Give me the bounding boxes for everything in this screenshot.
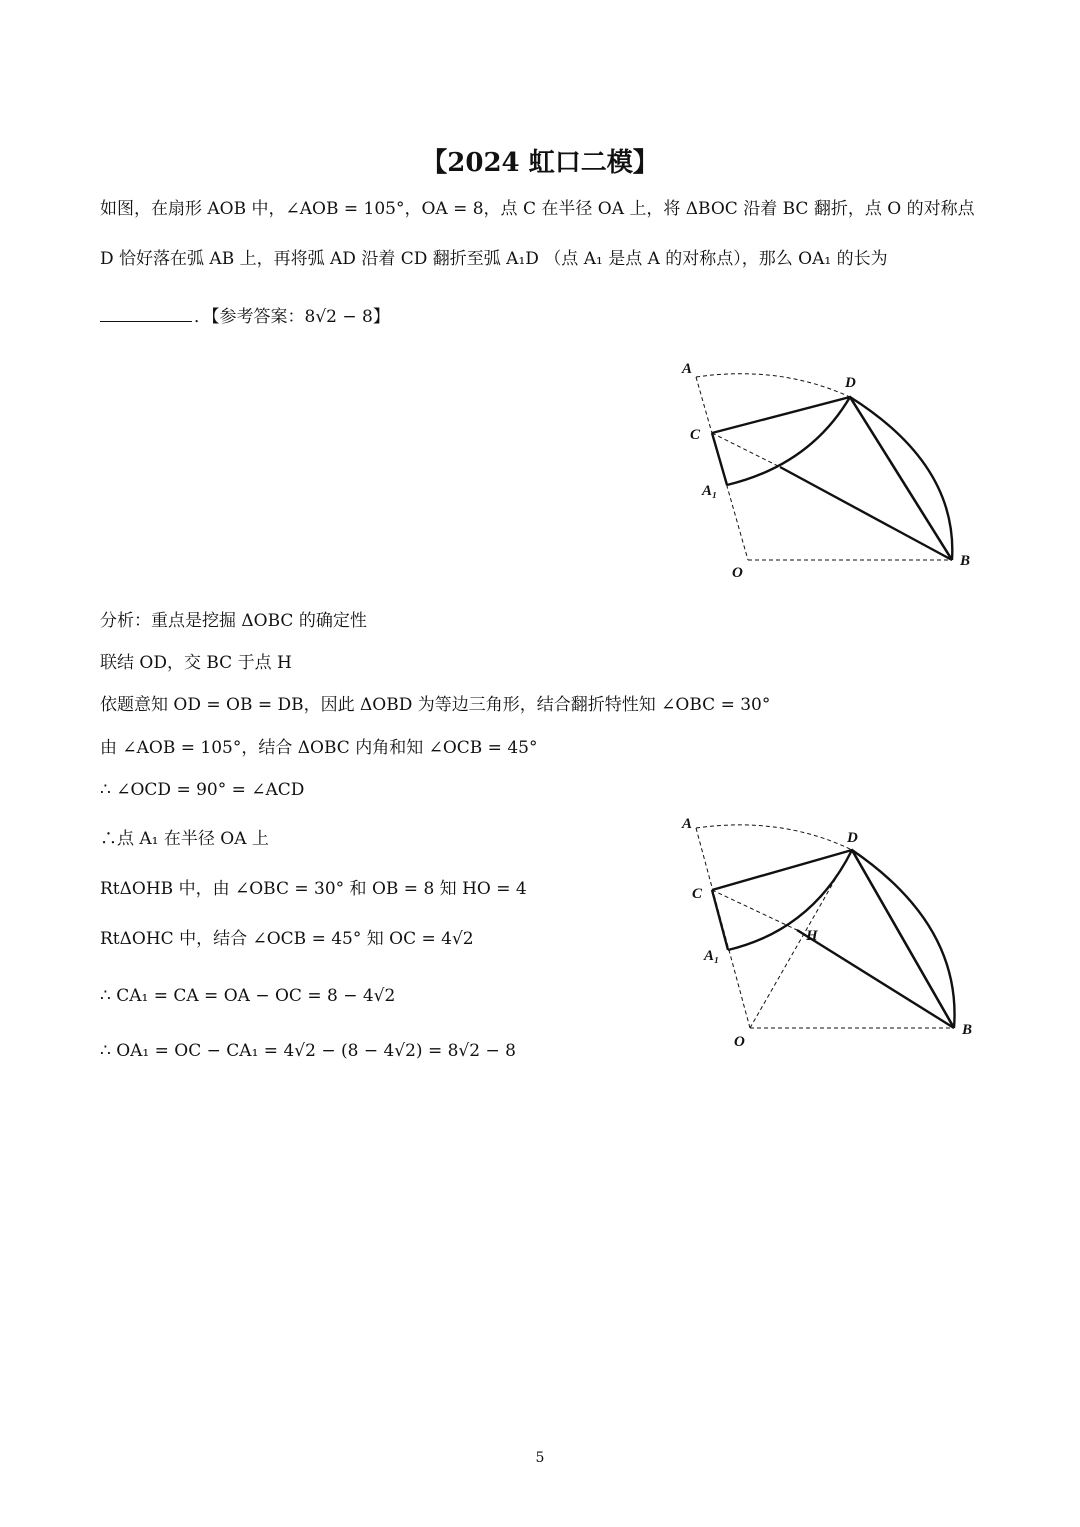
label-A1: A₁ [704, 948, 720, 964]
label-O: O [734, 1034, 745, 1050]
analysis-line-6: ∴点 A₁ 在半径 OA 上 [100, 829, 269, 849]
label-A: A [682, 816, 693, 832]
label-B: B [960, 553, 971, 569]
answer-blank [100, 305, 192, 322]
problem-line-2: D 恰好落在弧 AB 上，再将弧 AD 沿着 CD 翻折至弧 A₁D （点 A₁ 是点 A 的对称点），那么 OA₁ 的长为 [100, 249, 888, 269]
analysis-line-8: RtΔOHC 中，结合 ∠OCB = 45° 知 OC = 4√2 [100, 929, 474, 949]
figure-1-diagram [670, 355, 990, 585]
label-A: A [682, 361, 693, 377]
analysis-line-5: ∴ ∠OCD = 90° = ∠ACD [100, 780, 305, 800]
label-A1: A₁ [702, 483, 718, 499]
analysis-line-10: ∴ OA₁ = OC − CA₁ = 4√2 − (8 − 4√2) = 8√2 − 8 [100, 1041, 516, 1061]
label-H: H [806, 928, 818, 944]
label-C: C [692, 886, 703, 902]
problem-line-1: 如图，在扇形 AOB 中，∠AOB = 105°，OA = 8，点 C 在半径 OA 上，将 ΔBOC 沿着 BC 翻折，点 O 的对称点 [100, 199, 975, 219]
analysis-line-9: ∴ CA₁ = CA = OA − OC = 8 − 4√2 [100, 986, 396, 1006]
label-D: D [845, 375, 856, 391]
analysis-line-2: 联结 OD，交 BC 于点 H [100, 653, 292, 673]
analysis-line-3: 依题意知 OD = OB = DB，因此 ΔOBD 为等边三角形，结合翻折特性知 ∠OBC = 30° [100, 695, 771, 715]
label-B: B [962, 1022, 973, 1038]
analysis-line-4: 由 ∠AOB = 105°，结合 ΔOBC 内角和知 ∠OCB = 45° [100, 738, 538, 758]
reference-answer: ．【参考答案：8√2 − 8】 [194, 307, 390, 327]
page-title: 【2024 虹口二模】 [421, 148, 659, 178]
analysis-line-1: 分析：重点是挖掘 ΔOBC 的确定性 [100, 611, 367, 631]
label-O: O [732, 565, 743, 581]
page-number: 5 [535, 1450, 545, 1466]
label-C: C [690, 427, 701, 443]
label-D: D [847, 830, 858, 846]
figure-2-diagram [672, 810, 992, 1050]
problem-answer-line [100, 305, 390, 328]
analysis-line-7: RtΔOHB 中，由 ∠OBC = 30° 和 OB = 8 知 HO = 4 [100, 879, 527, 899]
